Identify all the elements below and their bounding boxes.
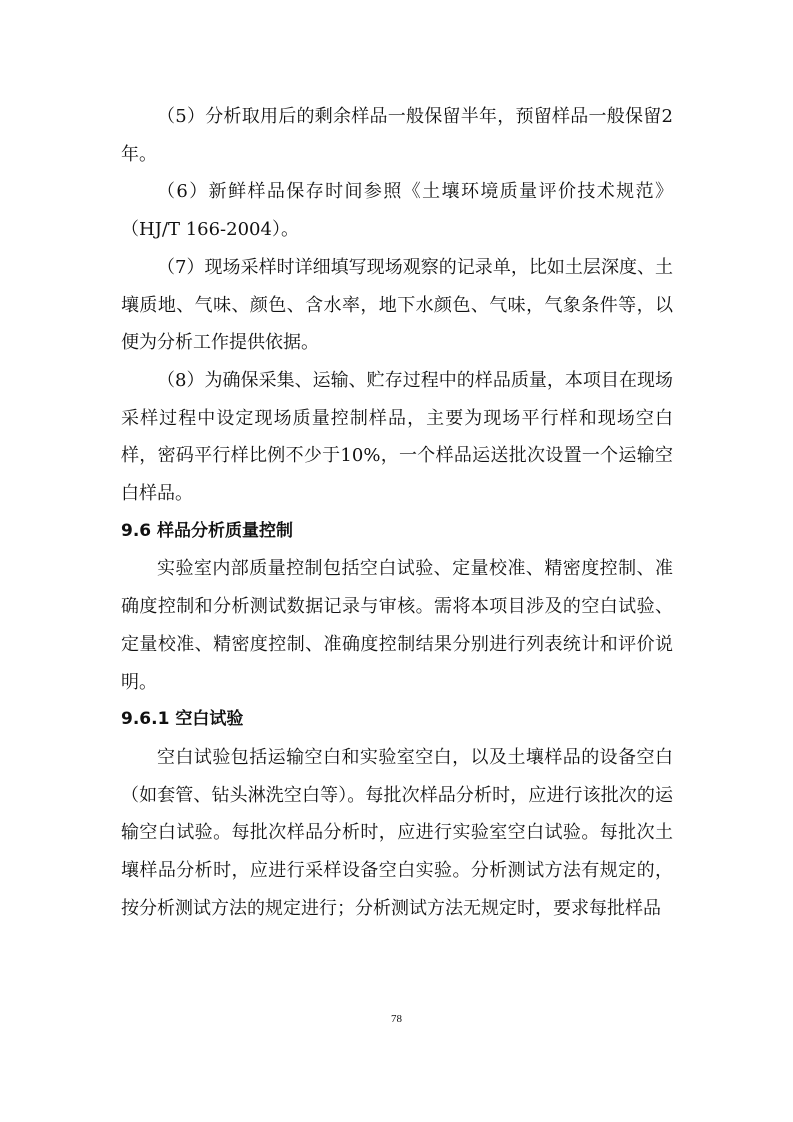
- section-9-6-body: 实验室内部质量控制包括空白试验、定量校准、精密度控制、准确度控制和分析测试数据记录与审核。需将本项目涉及的空白试验、定量校准、精密度控制、准确度控制结果分别进行列表统计和评价说明。: [121, 558, 673, 693]
- page-number: 78: [391, 1013, 402, 1025]
- section-heading-9-6: 9.6 样品分析质量控制: [121, 520, 294, 541]
- section-9-6-1-body: 空白试验包括运输空白和实验室空白，以及土壤样品的设备空白（如套管、钻头淋洗空白等）。每批次样品分析时，应进行该批次的运输空白试验。每批次样品分析时，应进行实验室空白试验。每批次土壤样品分析时，应进行采样设备空白实验。分析测试方法有规定的，按分析测试方法的规定进行；分析测试方法无规定时，要求每批样品: [121, 746, 673, 919]
- section-heading-9-6-1: 9.6.1 空白试验: [121, 709, 244, 730]
- paragraph-item-7: （7）现场采样时详细填写现场观察的记录单，比如土层深度、土壤质地、气味、颜色、含水率，地下水颜色、气味，气象条件等，以便为分析工作提供依据。: [121, 256, 673, 354]
- paragraph-item-6: （6）新鲜样品保存时间参照《土壤环境质量评价技术规范》（HJ/T 166-2004）。: [121, 181, 673, 241]
- paragraph-item-8: （8）为确保采集、运输、贮存过程中的样品质量，本项目在现场采样过程中设定现场质量控制样品，主要为现场平行样和现场空白样，密码平行样比例不少于10%，一个样品运送批次设置一个运输空白样品。: [121, 369, 673, 505]
- paragraph-item-5: （5）分析取用后的剩余样品一般保留半年，预留样品一般保留2年。: [121, 106, 673, 165]
- page-content: [121, 98, 673, 927]
